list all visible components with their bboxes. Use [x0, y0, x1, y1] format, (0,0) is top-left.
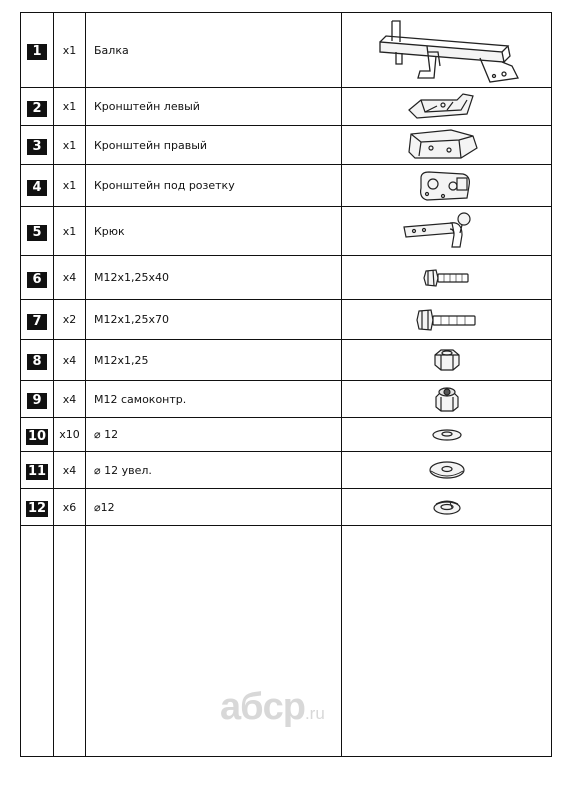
table-row [21, 418, 552, 452]
item-number: 8 [27, 354, 47, 370]
item-quantity: x4 [54, 452, 86, 489]
table-row [21, 489, 552, 526]
item-name: М12х1,25х70 [86, 300, 342, 340]
item-quantity: x2 [54, 300, 86, 340]
bolt-short-icon [422, 267, 472, 289]
item-quantity: x4 [54, 340, 86, 381]
item-number: 11 [27, 464, 47, 479]
beam-icon [372, 16, 522, 84]
item-quantity: x1 [54, 13, 86, 88]
watermark [220, 686, 325, 729]
large-washer-icon [427, 459, 467, 481]
watermark-main: aбcp [220, 686, 305, 728]
item-quantity: x4 [54, 256, 86, 300]
table-row [21, 88, 552, 126]
item-number: 5 [27, 225, 47, 241]
item-quantity: x4 [54, 381, 86, 418]
item-number: 4 [27, 180, 47, 196]
item-quantity: x10 [54, 418, 86, 452]
watermark-suffix: .ru [304, 704, 325, 723]
item-name: Кронштейн под розетку [86, 165, 342, 207]
item-name: ⌀ 12 увел. [86, 452, 342, 489]
left-bracket-icon [407, 92, 487, 122]
item-number: 6 [27, 272, 47, 288]
item-name: Кронштейн правый [86, 126, 342, 165]
table-row [21, 126, 552, 165]
table-row [21, 165, 552, 207]
item-number: 7 [27, 314, 47, 330]
hex-nut-icon [431, 347, 463, 373]
item-number: 12 [27, 501, 47, 516]
washer-icon [430, 427, 464, 443]
item-name: Крюк [86, 207, 342, 256]
socket-bracket-icon [417, 168, 477, 204]
item-number: 10 [27, 428, 47, 444]
spring-washer-icon [430, 496, 464, 518]
item-name: ⌀ 12 [86, 418, 342, 452]
table-row [21, 207, 552, 256]
item-quantity: x1 [54, 207, 86, 256]
item-quantity: x6 [54, 489, 86, 526]
table-row [21, 13, 552, 88]
item-quantity: x1 [54, 126, 86, 165]
item-name: М12 самоконтр. [86, 381, 342, 418]
table-row [21, 452, 552, 489]
item-number: 9 [27, 393, 47, 409]
table-row [21, 381, 552, 418]
item-quantity: x1 [54, 165, 86, 207]
item-name: Балка [86, 13, 342, 88]
right-bracket-icon [407, 128, 487, 162]
tow-hook-icon [402, 211, 492, 251]
item-name: М12х1,25 [86, 340, 342, 381]
table-row [21, 340, 552, 381]
table-row [21, 256, 552, 300]
item-quantity: x1 [54, 88, 86, 126]
item-number: 3 [27, 139, 47, 155]
item-name: ⌀12 [86, 489, 342, 526]
table-row [21, 300, 552, 340]
item-number: 1 [27, 44, 47, 60]
item-number: 2 [27, 101, 47, 117]
parts-table [20, 12, 552, 757]
lock-nut-icon [432, 385, 462, 413]
item-name: М12х1,25х40 [86, 256, 342, 300]
bolt-long-icon [415, 307, 479, 333]
item-name: Кронштейн левый [86, 88, 342, 126]
